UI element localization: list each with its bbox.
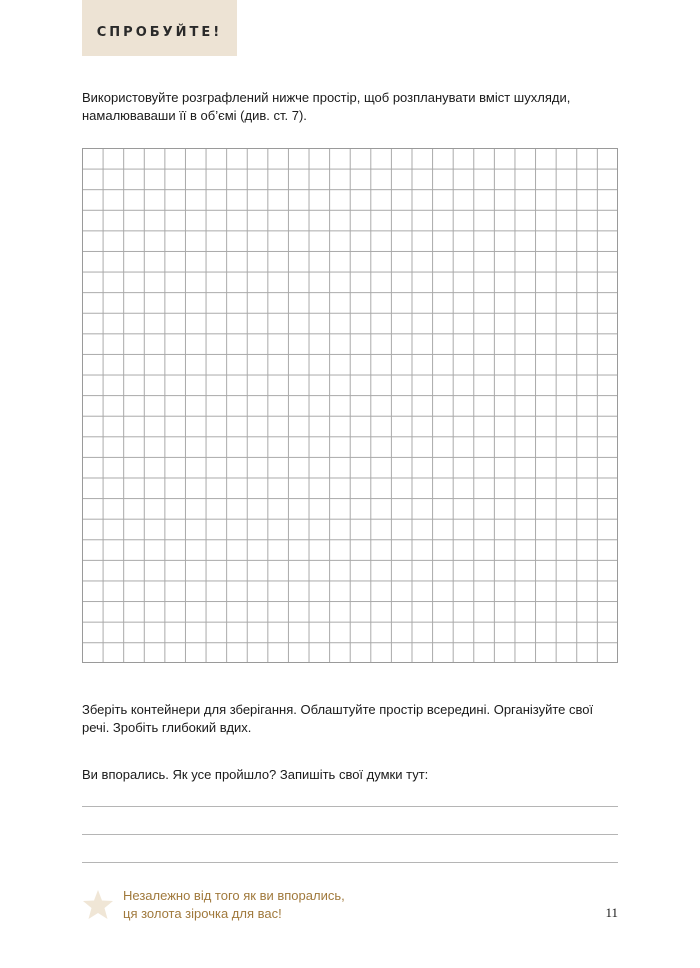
- intro-text: [82, 89, 622, 125]
- instructions-line-2: речі. Зробіть глибокий вдих.: [82, 720, 252, 735]
- instructions-text: [82, 701, 622, 737]
- answer-line-1[interactable]: [82, 806, 618, 807]
- intro-line-2: намалюваваши її в об’ємі (див. ст. 7).: [82, 108, 307, 123]
- star-icon: [82, 889, 114, 921]
- intro-line-1: Використовуйте розграфлений нижче простір, щоб розпланувати вміст шухляди,: [82, 90, 571, 105]
- page-number: 11: [605, 905, 618, 920]
- section-tab-label: СПРОБУЙТЕ!: [96, 24, 223, 40]
- footer-note-line-1: Незалежно від того як ви впорались,: [123, 888, 345, 903]
- section-tab: [82, 0, 237, 56]
- reflection-prompt: Ви впорались. Як усе пройшло? Запишіть свої думки тут:: [82, 767, 429, 782]
- answer-line-3[interactable]: [82, 862, 618, 863]
- drawing-grid[interactable]: [82, 148, 618, 663]
- instructions-line-1: Зберіть контейнери для зберігання. Облаштуйте простір всередині. Організуйте свої: [82, 702, 594, 717]
- footer-note: [123, 887, 423, 923]
- footer-note-line-2: ця золота зірочка для вас!: [123, 906, 282, 921]
- answer-line-2[interactable]: [82, 834, 618, 835]
